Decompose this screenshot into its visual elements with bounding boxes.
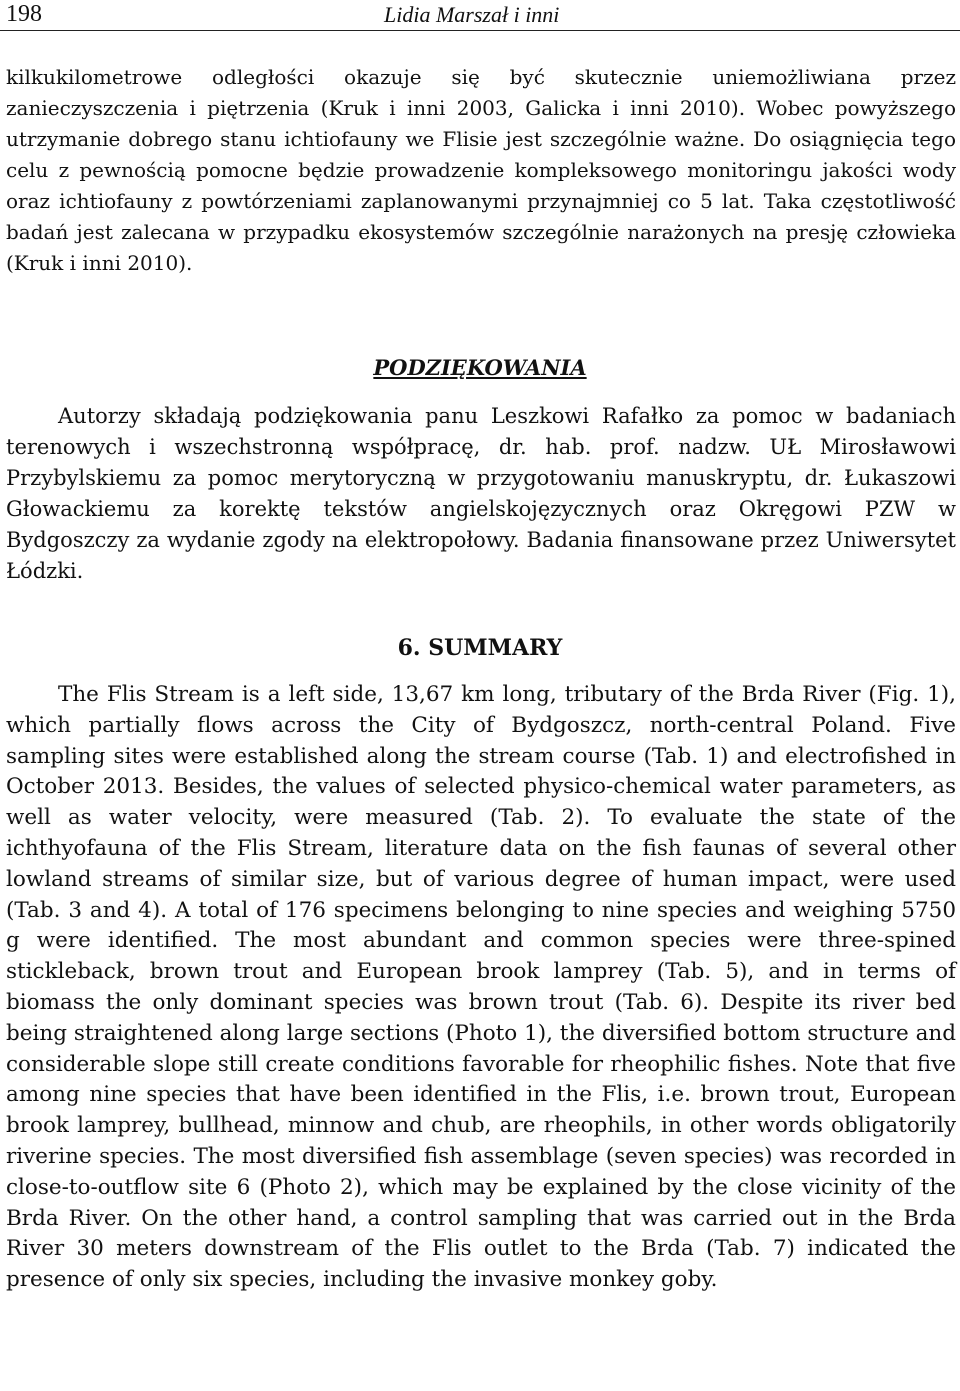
header-authors: Lidia Marszał i inni: [384, 2, 560, 27]
page-number: 198: [6, 1, 42, 27]
running-header: [0, 0, 960, 31]
summary-paragraph: The Flis Stream is a left side, 13,67 km long, tributary of the Brda River (Fig. 1), which partially flows across the City of Bydgoszcz, north-central Poland. Five sampling sites were established along the stream course (Tab. 1) and electrofished in October 2013. Besides, the values of selected physico-chemical water parameters, as well as water velocity, were measured (Tab. 2). To evaluate the state of the ichthyofauna of the Flis Stream, literature data on the fish faunas of several other lowland streams of similar size, but of various degree of human impact, were used (Tab. 3 and 4). A total of 176 specimens belonging to nine species and weighing 5750 g were identified. The most abundant and common species were three-spined stickleback, brown trout and European brook lamprey (Tab. 5), and in terms of biomass the only dominant species was brown trout (Tab. 6). Despite its river bed being straightened along large sections (Photo 1), the diversified bottom structure and considerable slope still create conditions favorable for rheophilic fishes. Note that five among nine species that have been identified in the Flis, i.e. brown trout, European brook lamprey, bullhead, minnow and chub, are rheophils, in other words obligatorily riverine species. The most diversified fish assemblage (seven species) was recorded in close-to-outflow site 6 (Photo 2), which may be explained by the close vicinity of the Brda River. On the other hand, a control sampling that was carried out in the Brda River 30 meters downstream of the Flis outlet to the Brda (Tab. 7) indicated the presence of only six species, including the invasive monkey goby.: [6, 682, 956, 1293]
intro-paragraph: kilkukilometrowe odległości okazuje się być skutecznie uniemożliwiana przez zanieczyszczenia i piętrzenia (Kruk i inni 2003, Galicka i inni 2010). Wobec powyższego utrzymanie dobrego stanu ichtiofauny we Flisie jest szczególnie ważne. Do osiągnięcia tego celu z pewnością pomocne będzie prowadzenie kompleksowego monitoringu jakości wody oraz ichtiofauny z powtórzeniami zaplanowanymi przynajmniej co 5 lat. Taka częstotliwość badań jest zalecana w przypadku ekosystemów szczególnie narażonych na presję człowieka (Kruk i inni 2010).: [6, 65, 956, 275]
acknowledgements-paragraph: Autorzy składają podziękowania panu Leszkowi Rafałko za pomoc w badaniach terenowych i wszechstronną współpracę, dr. hab. prof. nadzw. UŁ Mirosławowi Przybylskiemu za pomoc merytoryczną w przygotowaniu manuskryptu, dr. Łukaszowi Głowackiemu za korektę tekstów angielskojęzycznych oraz Okręgowi PZW w Bydgoszczy za wydanie zgody na elektropołowy. Badania finansowane przez Uniwersytet Łódzki.: [6, 404, 956, 583]
summary-heading: 6. SUMMARY: [397, 635, 563, 661]
acknowledgements-heading: PODZIĘKOWANIA: [373, 355, 587, 380]
